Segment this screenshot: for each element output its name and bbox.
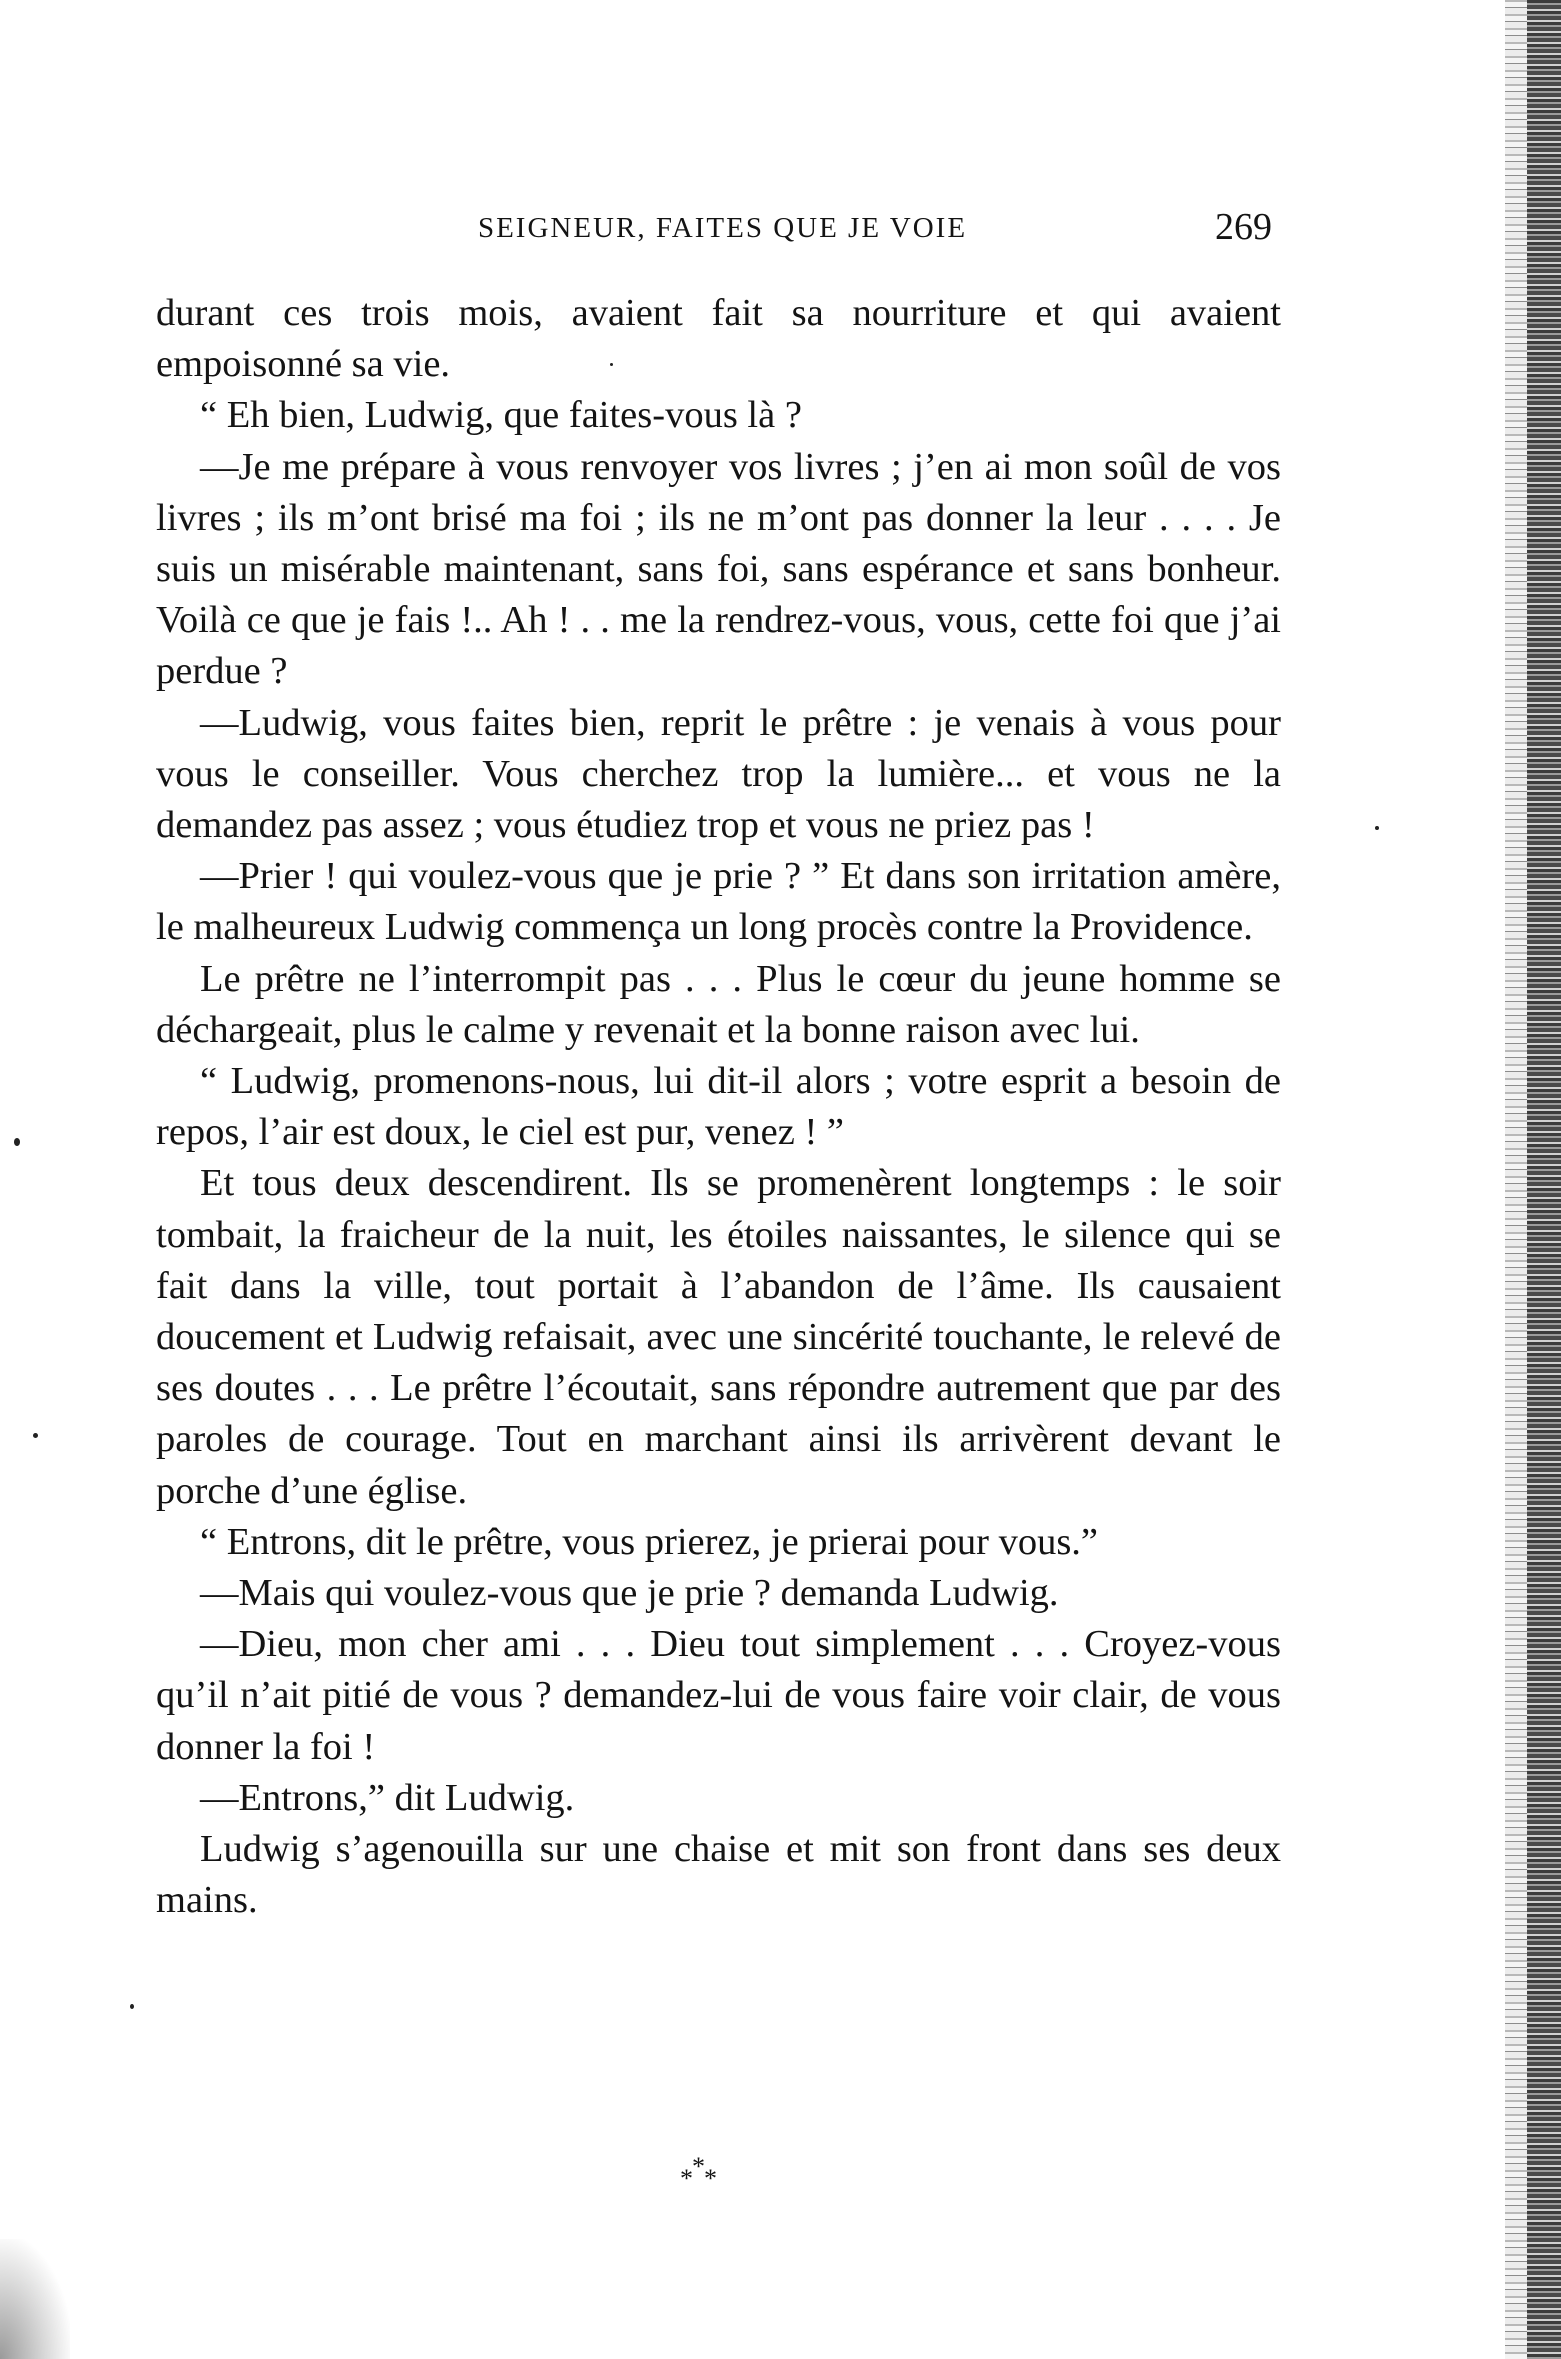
- asterisk: *: [692, 2152, 705, 2181]
- paragraph: durant ces trois mois, avaient fait sa nourriture et qui avaient empoisonné sa vie.: [156, 292, 1281, 386]
- paragraph: —Dieu, mon cher ami . . . Dieu tout simplement . . . Croyez-vous qu’il n’ait pitié de vous ? demandez-lui de vous faire voir clair, de vous donner la foi !: [156, 1623, 1281, 1768]
- asterisk: *: [704, 2164, 717, 2193]
- section-break-asterism: [672, 2152, 732, 2192]
- paragraph: Le prêtre ne l’interrompit pas . . . Plus le cœur du jeune homme se déchargeait, plus le calme y revenait et la bonne raison avec lui.: [156, 957, 1281, 1051]
- asterisk: *: [680, 2164, 693, 2193]
- corner-stain: [0, 2239, 70, 2359]
- paragraph: —Prier ! qui voulez-vous que je prie ? ” Et dans son irritation amère, le malheureux Ludwig commença un long procès contre la Providence.: [156, 855, 1281, 949]
- ink-speck: [14, 1138, 20, 1146]
- paragraph: Ludwig s’agenouilla sur une chaise et mit son front dans ses deux mains.: [156, 1828, 1281, 1922]
- paragraph: “ Eh bien, Ludwig, que faites-vous là ?: [200, 394, 802, 437]
- paragraph: “ Entrons, dit le prêtre, vous prierez, je prierai pour vous.”: [200, 1520, 1099, 1563]
- page-edge-speckle: [1505, 0, 1527, 2359]
- body-text: [156, 288, 1281, 1927]
- ink-speck: [1375, 826, 1379, 830]
- paragraph: “ Ludwig, promenons-nous, lui dit-il alors ; votre esprit a besoin de repos, l’air est doux, le ciel est pur, venez ! ”: [156, 1060, 1281, 1154]
- paragraph: Et tous deux descendirent. Ils se promenèrent longtemps : le soir tombait, la fraicheur de la nuit, les étoiles naissantes, le silence qui se fait dans la ville, tout portait à l’abandon de l’âme. Ils causaient doucement et Ludwig refaisait, avec une sincérité touchante, le relevé de ses doutes . . . Le prêtre l’écoutait, sans répondre autrement que par des paroles de courage. Tout en marchant ainsi ils arrivèrent devant le porche d’une église.: [156, 1162, 1281, 1512]
- paragraph: —Mais qui voulez-vous que je prie ? demanda Ludwig.: [200, 1572, 1059, 1615]
- page-number: 269: [1215, 206, 1272, 248]
- ink-speck: [130, 2004, 134, 2009]
- ink-speck: [33, 1433, 38, 1438]
- paragraph: —Je me prépare à vous renvoyer vos livres ; j’en ai mon soûl de vos livres ; ils m’ont brisé ma foi ; ils ne m’ont pas donner la leur . . . . Je suis un misérable maintenant, sans foi, sans espérance et sans bonheur. Voilà ce que je fais !.. Ah ! . . me la rendrez-vous, vous, cette foi que j’ai perdue ?: [156, 445, 1281, 693]
- paragraph: —Entrons,” dit Ludwig.: [200, 1776, 575, 1819]
- page-edge-shadow: [1527, 0, 1561, 2359]
- running-head: SEIGNEUR, FAITES QUE JE VOIE: [477, 212, 968, 244]
- paragraph: —Ludwig, vous faites bien, reprit le prêtre : je venais à vous pour vous le conseiller. Vous cherchez trop la lumière... et vous ne la demandez pas assez ; vous étudiez trop et vous ne priez pas !: [156, 701, 1281, 847]
